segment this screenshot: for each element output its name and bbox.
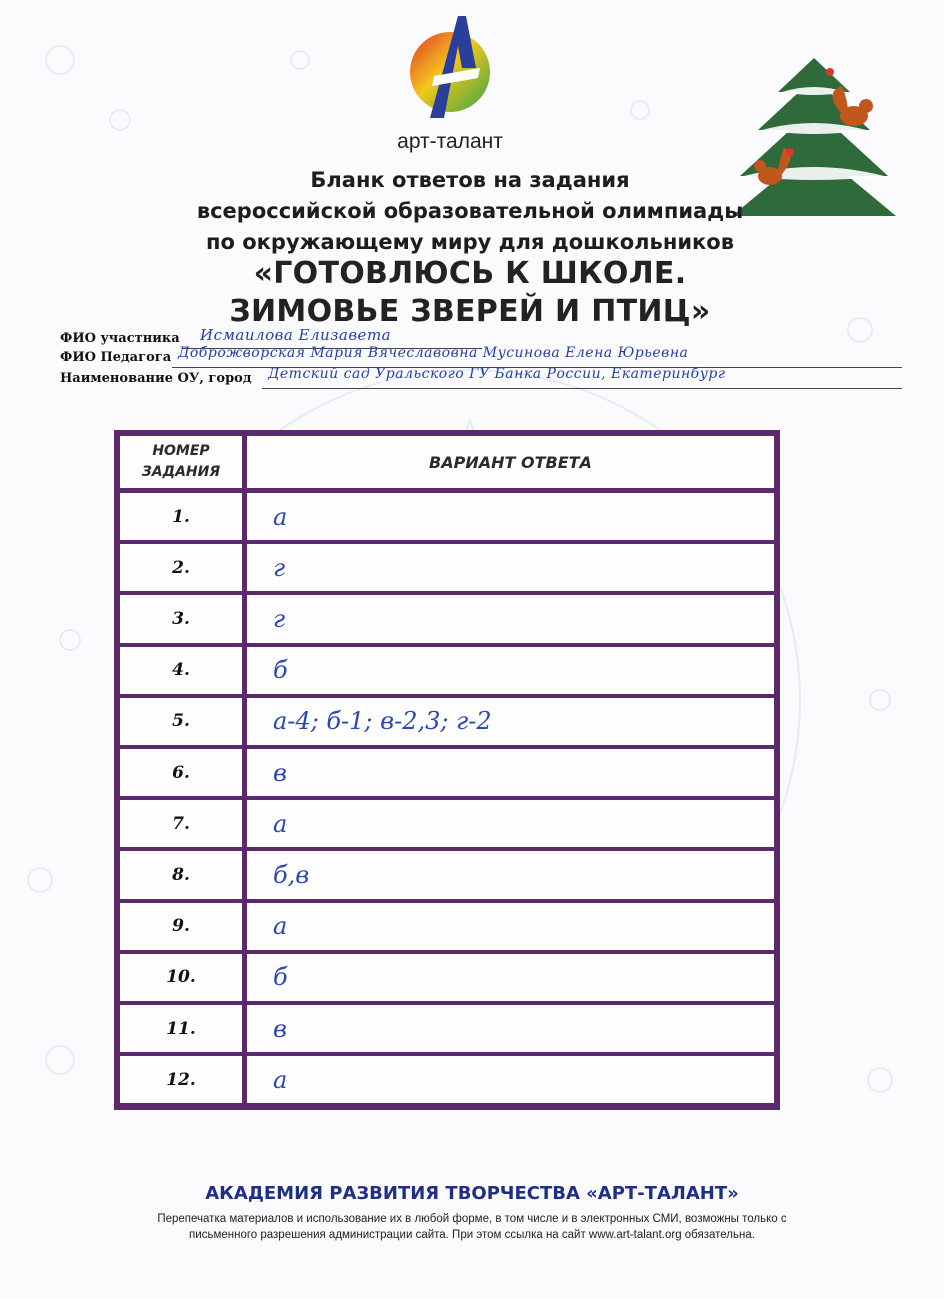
organization-label: Наименование ОУ, город xyxy=(60,371,252,386)
task-number-cell: 10. xyxy=(120,954,242,1001)
answer-table xyxy=(114,430,780,1110)
task-number-cell: 8. xyxy=(120,851,242,898)
footer-copyright-line-1: Перепечатка материалов и использование их в любой форме, в том числе и в электронных СМИ, возможны только с xyxy=(157,1213,787,1225)
answer-cell: б xyxy=(247,954,774,1001)
participant-label: ФИО участника xyxy=(60,331,180,346)
art-talant-logo xyxy=(400,8,500,128)
answer-cell: а xyxy=(247,800,774,847)
task-number-cell: 9. xyxy=(120,903,242,950)
answer-cell: а xyxy=(247,903,774,950)
olympiad-title-line-2: ЗИМОВЬЕ ЗВЕРЕЙ И ПТИЦ» xyxy=(229,294,711,329)
task-number-cell: 6. xyxy=(120,749,242,796)
winter-tree-squirrels-illustration xyxy=(730,52,898,220)
teacher-name-value: Доброжворская Мария Вячеславовна Мусинова Елена Юрьевна xyxy=(178,345,689,361)
organization-underline xyxy=(262,388,902,389)
answer-cell: в xyxy=(247,749,774,796)
footer-copyright-line-2: письменного разрешения администрации сайта. При этом ссылка на сайт www.art-talant.org обязательна. xyxy=(189,1229,755,1241)
header-task-number xyxy=(120,436,242,488)
task-number-cell: 7. xyxy=(120,800,242,847)
task-number-cell: 5. xyxy=(120,698,242,745)
answer-cell: а-4; б-1; в-2,3; г-2 xyxy=(247,698,774,745)
task-number-cell: 1. xyxy=(120,493,242,540)
footer-academy-title: АКАДЕМИЯ РАЗВИТИЯ ТВОРЧЕСТВА «АРТ-ТАЛАНТ» xyxy=(205,1183,739,1204)
answer-cell: б xyxy=(247,647,774,694)
header-answer-variant: ВАРИАНТ ОТВЕТА xyxy=(247,436,774,488)
answer-table-grid xyxy=(117,433,777,1107)
logo-brand-text: арт-талант xyxy=(397,130,503,153)
answer-cell: г xyxy=(247,595,774,642)
header-line-2: всероссийской образовательной олимпиады xyxy=(196,199,744,223)
answer-cell: в xyxy=(247,1005,774,1052)
task-number-cell: 4. xyxy=(120,647,242,694)
teacher-label: ФИО Педагога xyxy=(60,350,172,365)
organization-value: Детский сад Уральского ГУ Банка России, Екатеринбург xyxy=(268,366,726,382)
header-line-1: Бланк ответов на задания xyxy=(310,168,630,192)
answer-cell: а xyxy=(247,1056,774,1103)
header-line-3: по окружающему миру для дошкольников xyxy=(205,230,735,254)
task-number-cell: 11. xyxy=(120,1005,242,1052)
task-number-cell: 3. xyxy=(120,595,242,642)
answer-cell: б,в xyxy=(247,851,774,898)
header-task-number-line2: ЗАДАНИЯ xyxy=(141,464,221,480)
header-task-number-line1: НОМЕР xyxy=(152,443,210,459)
participant-name-value: Исмаилова Елизавета xyxy=(200,326,392,344)
task-number-cell: 12. xyxy=(120,1056,242,1103)
answer-cell: а xyxy=(247,493,774,540)
task-number-cell: 2. xyxy=(120,544,242,591)
answer-cell: г xyxy=(247,544,774,591)
olympiad-title-line-1: «ГОТОВЛЮСЬ К ШКОЛЕ. xyxy=(253,256,687,291)
